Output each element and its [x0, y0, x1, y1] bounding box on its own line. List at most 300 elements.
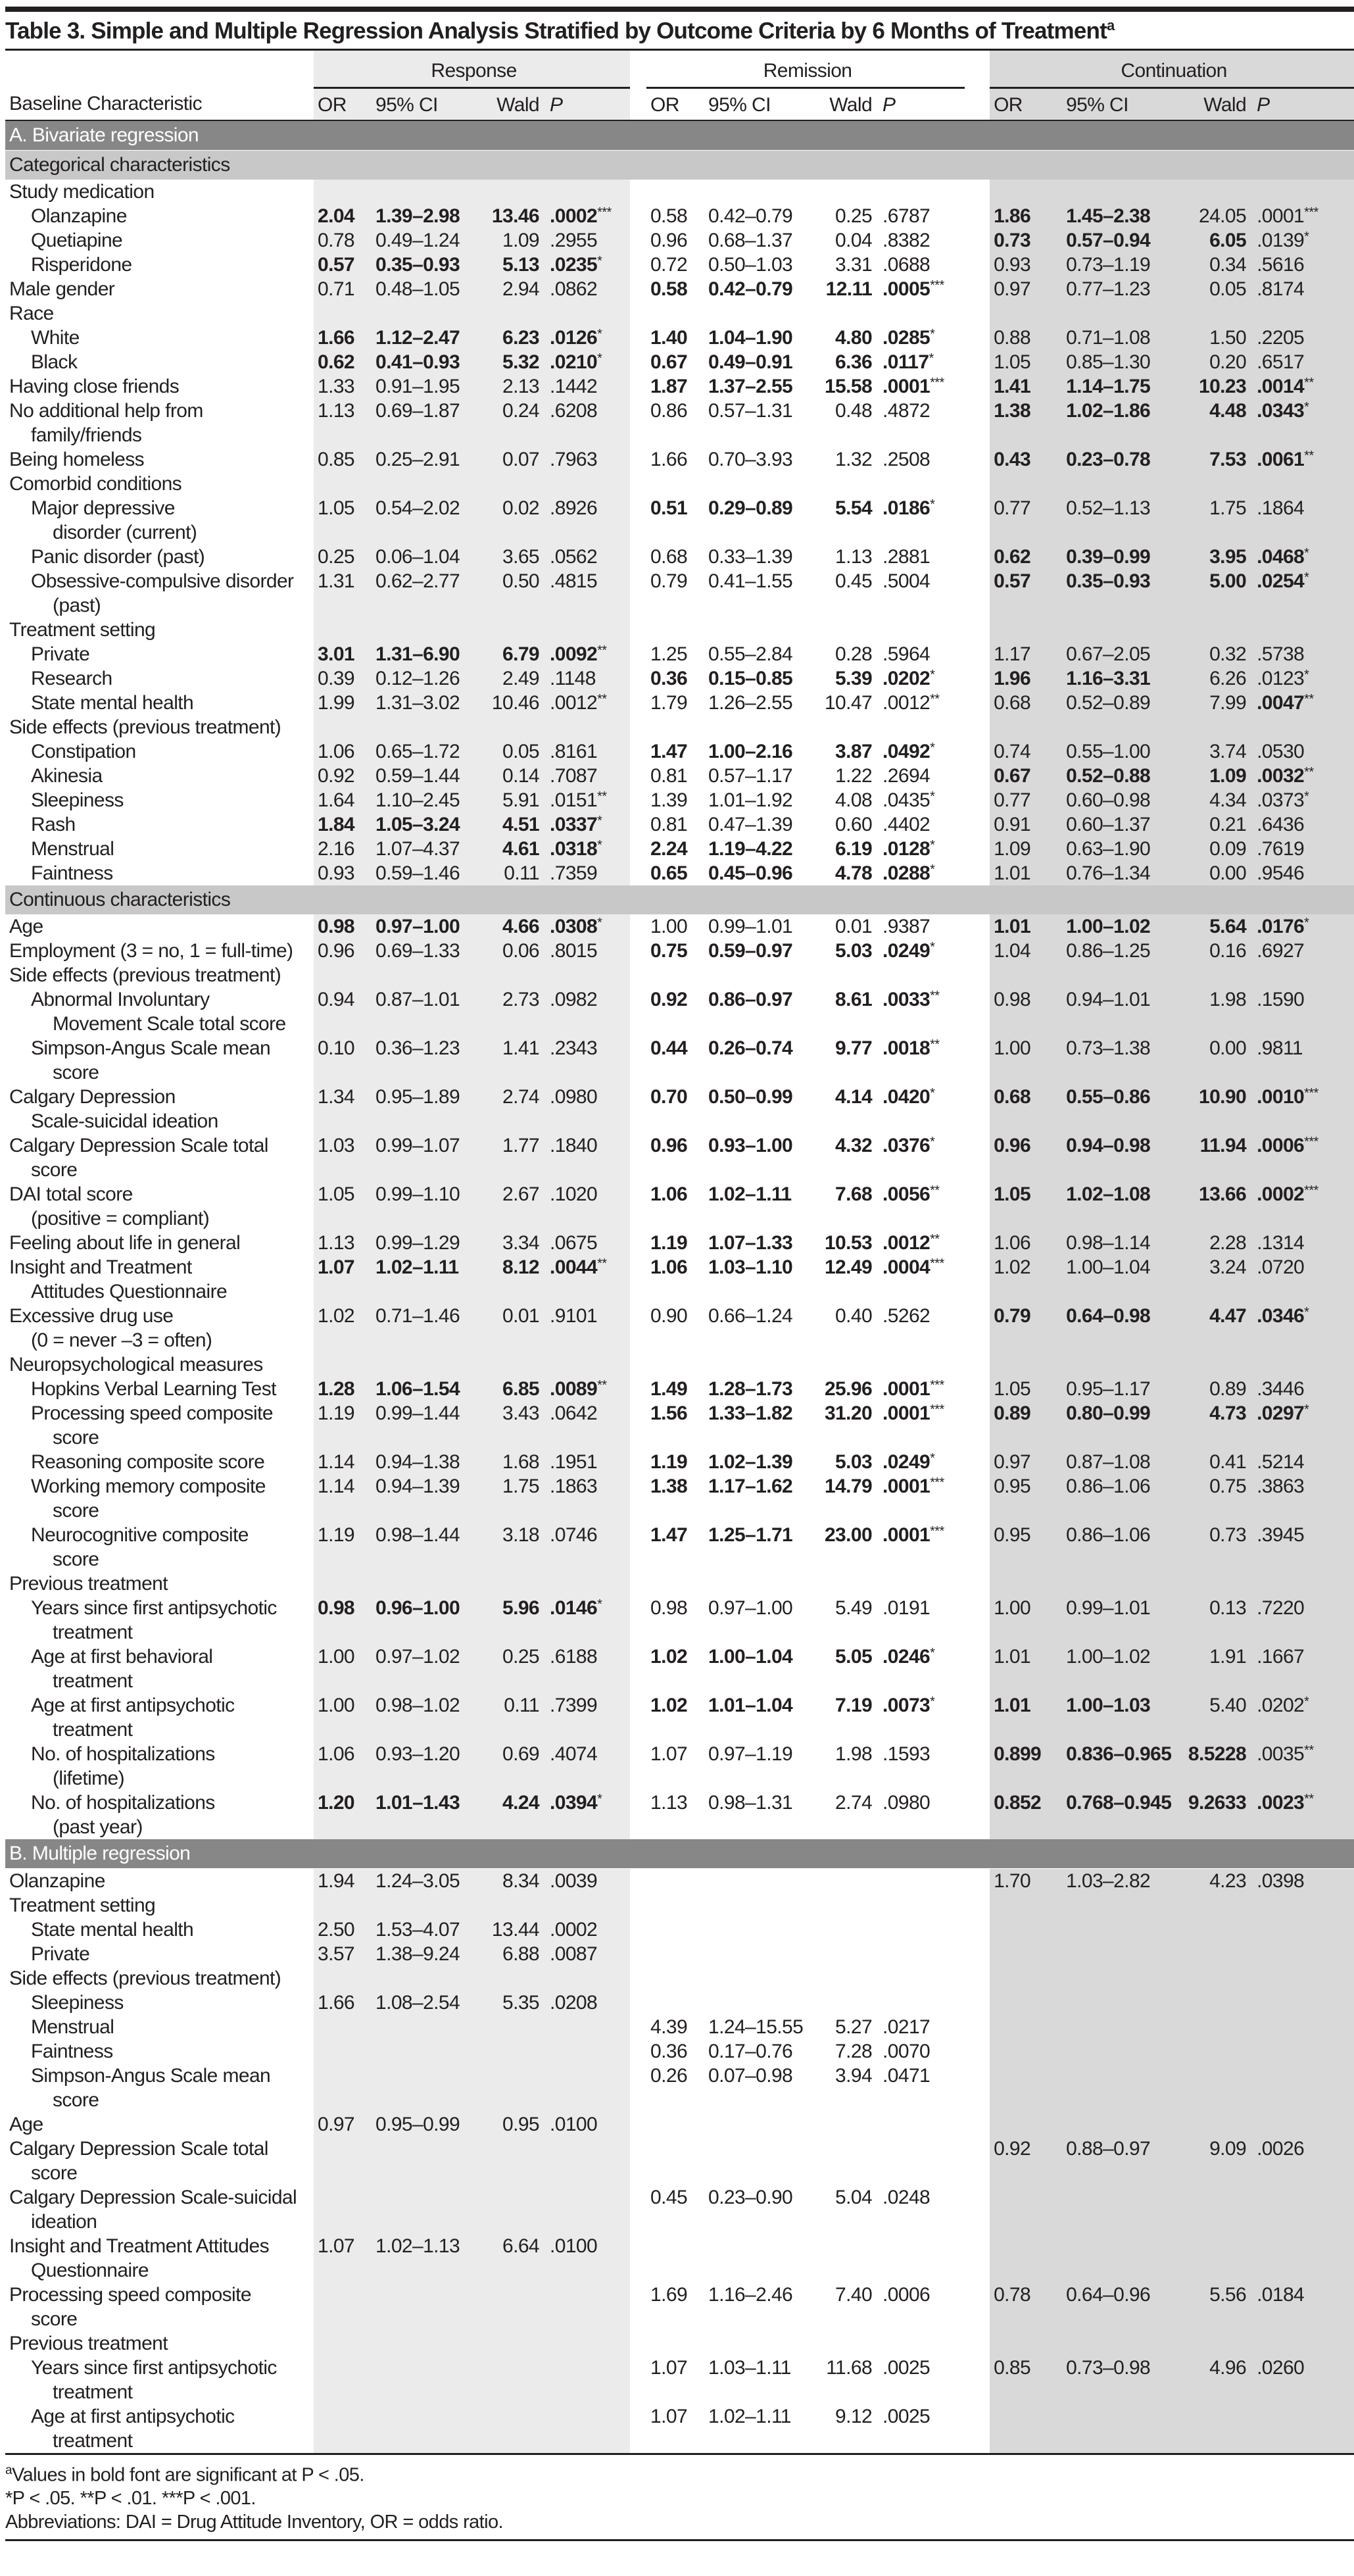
response-wald-value: 5.35: [502, 1991, 539, 2014]
continuation-p-cell: [1253, 1523, 1354, 1572]
response-p-cell: [546, 812, 630, 837]
remission-wald-cell: [816, 788, 879, 812]
response-or-cell: [314, 642, 372, 666]
continuation-ci-value: 1.00–1.04: [1066, 1256, 1151, 1278]
significance-stars: **: [597, 1377, 607, 1393]
response-p-cell: [546, 1645, 630, 1693]
response-ci-cell: [372, 1918, 483, 1942]
row-label: Private: [31, 1943, 90, 1965]
remission-or-value: 0.36: [650, 2040, 688, 2062]
response-ci-cell: [372, 1182, 483, 1231]
table-row: [5, 2404, 1354, 2453]
continuation-p-value: .7220: [1257, 1597, 1305, 1619]
remission-ci-cell: [704, 253, 816, 277]
significance-stars: *: [930, 1694, 935, 1709]
continuation-wald-cell: [1174, 350, 1253, 374]
remission-or-cell: [646, 2015, 704, 2039]
column-spacer: [965, 1133, 990, 1182]
row-label: Quetiapine: [31, 229, 123, 251]
response-ci-cell: [372, 2112, 483, 2137]
response-ci-value: 1.31–3.02: [375, 691, 460, 714]
remission-or-value: 1.07: [650, 1743, 688, 1765]
remission-wald-value: 4.32: [835, 1134, 873, 1156]
remission-wald-cell: [816, 2331, 879, 2356]
remission-ci-cell: [704, 2356, 816, 2404]
remission-p-cell: [879, 277, 965, 301]
response-ci-cell: [372, 301, 483, 326]
response-or-cell: [314, 277, 372, 301]
continuation-ci-value: 0.73–0.98: [1066, 2356, 1151, 2379]
continuation-p-cell: [1253, 2015, 1354, 2039]
remission-wald-cell: [816, 399, 879, 447]
response-p-cell: [546, 1231, 630, 1255]
remission-or-value: 1.79: [650, 691, 688, 714]
remission-p-cell: [879, 618, 965, 642]
response-or-cell: [314, 1966, 372, 1991]
row-label: Side effects (previous treatment): [9, 964, 281, 986]
remission-p-cell: [879, 2137, 965, 2185]
row-label: Age at first antipsychotic treatment: [31, 1694, 235, 1741]
continuation-wald-cell: [1174, 2039, 1253, 2064]
continuation-or-cell: [990, 1523, 1062, 1572]
table-row: [5, 399, 1354, 447]
significance-stars: *: [597, 1597, 602, 1612]
response-ci-cell: [372, 764, 483, 788]
continuation-ci-cell: [1062, 447, 1174, 472]
continuation-ci-value: 0.86–1.06: [1066, 1523, 1151, 1546]
remission-p-cell: [879, 228, 965, 253]
continuation-or-value: 0.96: [994, 1134, 1031, 1156]
remission-wald-value: 5.39: [835, 667, 873, 689]
row-label: Risperidone: [31, 253, 132, 276]
group-label-row: [5, 472, 1354, 496]
continuation-or-cell: [990, 1182, 1062, 1231]
response-wald-value: 1.09: [502, 229, 539, 251]
response-p-cell: [546, 2064, 630, 2112]
remission-ci-cell: [704, 1133, 816, 1182]
row-label: Constipation: [31, 740, 136, 762]
remission-ci-cell: [704, 739, 816, 764]
continuation-ci-value: 0.86–1.06: [1066, 1475, 1151, 1497]
significance-stars: ***: [930, 1402, 944, 1417]
remission-ci-value: 1.01–1.92: [708, 789, 793, 811]
response-p-cell: [546, 1572, 630, 1596]
response-p-cell: [546, 2039, 630, 2064]
continuation-ci-cell: [1062, 1401, 1174, 1450]
continuation-wald-cell: [1174, 301, 1253, 326]
column-spacer: [965, 963, 990, 987]
table-row: [5, 1942, 1354, 1966]
column-spacer: [630, 1742, 646, 1791]
response-or-cell: [314, 472, 372, 496]
remission-wald-value: 2.74: [835, 1791, 873, 1814]
row-label: No. of hospitalizations (past year): [31, 1791, 215, 1838]
response-ci-cell: [372, 228, 483, 253]
response-or-cell: [314, 2185, 372, 2234]
continuation-or-cell: [990, 1474, 1062, 1523]
continuation-p-cell: [1253, 1304, 1354, 1352]
column-spacer: [630, 87, 646, 120]
response-wald-value: 5.91: [502, 789, 539, 811]
continuation-p-value: .2205: [1257, 326, 1305, 349]
row-label: Research: [31, 667, 112, 689]
continuation-p-value: .0035: [1257, 1743, 1305, 1765]
continuation-p-cell: [1253, 2234, 1354, 2283]
response-wald-cell: [483, 1645, 546, 1693]
response-p-value: .0039: [550, 1870, 598, 1892]
remission-wald-cell: [816, 277, 879, 301]
remission-p-cell: [879, 1966, 965, 1991]
response-wald-cell: [483, 1742, 546, 1791]
response-or-value: 0.57: [318, 253, 354, 276]
top-rule: [5, 7, 1354, 12]
remission-ci-value: 0.41–1.55: [708, 570, 793, 592]
remission-ci-cell: [704, 642, 816, 666]
continuation-p-cell: [1253, 691, 1354, 715]
row-label: Menstrual: [31, 2016, 114, 2038]
continuation-ci-value: 0.94–0.98: [1066, 1134, 1151, 1156]
response-p-cell: [546, 618, 630, 642]
column-spacer: [965, 1182, 990, 1231]
continuation-ci-value: 0.60–1.37: [1066, 813, 1151, 835]
remission-p-cell: [879, 812, 965, 837]
column-header-remission-ci: 95% CI: [708, 93, 771, 116]
remission-p-value: .0117: [883, 351, 929, 373]
response-wald-cell: [483, 2404, 546, 2453]
continuation-wald-value: 1.50: [1209, 326, 1247, 349]
response-or-cell: [314, 301, 372, 326]
remission-or-cell: [646, 2234, 704, 2283]
response-ci-value: 1.10–2.45: [375, 789, 460, 811]
remission-wald-value: 7.40: [835, 2283, 873, 2306]
remission-wald-cell: [816, 1352, 879, 1377]
significance-stars: ***: [930, 1377, 944, 1393]
response-or-cell: [314, 2283, 372, 2331]
column-spacer: [630, 2356, 646, 2404]
column-spacer: [630, 837, 646, 861]
remission-wald-value: 10.53: [824, 1231, 873, 1254]
response-wald-value: 6.23: [502, 326, 539, 349]
response-ci-value: 0.48–1.05: [375, 278, 460, 300]
response-wald-value: 4.61: [502, 837, 539, 860]
remission-wald-cell: [816, 1255, 879, 1304]
continuation-p-cell: [1253, 545, 1354, 569]
response-or-value: 0.94: [318, 988, 354, 1010]
continuation-or-cell: [990, 1085, 1062, 1133]
response-wald-cell: [483, 326, 546, 350]
response-p-cell: [546, 1377, 630, 1401]
remission-ci-value: 1.25–1.71: [708, 1523, 793, 1546]
continuation-ci-value: 0.52–1.13: [1066, 497, 1151, 519]
continuation-p-cell: [1253, 1231, 1354, 1255]
remission-or-value: 0.81: [650, 813, 688, 835]
continuation-or-value: 0.95: [994, 1475, 1031, 1497]
column-spacer: [965, 1474, 990, 1523]
response-or-value: 1.20: [318, 1791, 354, 1814]
remission-p-cell: [879, 2064, 965, 2112]
continuation-p-value: .0398: [1257, 1870, 1305, 1892]
response-or-cell: [314, 861, 372, 885]
response-or-value: 1.13: [318, 1231, 354, 1254]
response-ci-cell: [372, 1036, 483, 1085]
column-spacer: [965, 1693, 990, 1742]
remission-or-value: 1.13: [650, 1791, 688, 1814]
response-wald-cell: [483, 350, 546, 374]
remission-or-value: 0.79: [650, 570, 688, 592]
response-wald-value: 13.44: [491, 1918, 539, 1941]
column-spacer: [630, 277, 646, 301]
continuation-wald-value: 4.34: [1209, 789, 1247, 811]
row-label: Processing speed composite score: [9, 2283, 251, 2330]
response-or-cell: [314, 963, 372, 987]
remission-ci-value: 0.55–2.84: [708, 643, 793, 665]
remission-p-value: .0186: [883, 497, 931, 519]
table-row: [5, 2283, 1354, 2331]
remission-p-cell: [879, 1255, 965, 1304]
column-spacer: [965, 2356, 990, 2404]
remission-or-cell: [646, 987, 704, 1036]
response-or-value: 2.16: [318, 837, 354, 860]
response-p-cell: [546, 1401, 630, 1450]
continuation-p-value: .0260: [1257, 2356, 1305, 2379]
response-or-cell: [314, 2331, 372, 2356]
continuation-wald-cell: [1174, 642, 1253, 666]
response-ci-value: 0.95–0.99: [375, 2113, 460, 2135]
remission-wald-cell: [816, 1401, 879, 1450]
table-row: [5, 666, 1354, 691]
response-p-cell: [546, 374, 630, 399]
continuation-p-cell: [1253, 204, 1354, 228]
response-p-value: .0002: [550, 1918, 598, 1941]
column-spacer: [630, 447, 646, 472]
continuation-wald-value: 8.5228: [1188, 1743, 1247, 1765]
continuation-wald-cell: [1174, 472, 1253, 496]
remission-or-value: 1.00: [650, 915, 688, 937]
continuation-p-cell: [1253, 2404, 1354, 2453]
response-p-value: .6188: [550, 1645, 598, 1668]
continuation-ci-cell: [1062, 1523, 1174, 1572]
continuation-wald-cell: [1174, 691, 1253, 715]
continuation-or-cell: [990, 861, 1062, 885]
continuation-or-cell: [990, 2331, 1062, 2356]
remission-wald-value: 0.01: [835, 915, 873, 937]
continuation-wald-value: 0.73: [1209, 1523, 1247, 1546]
continuation-ci-cell: [1062, 472, 1174, 496]
section-header-row: [5, 120, 1354, 151]
response-wald-value: 3.43: [502, 1402, 539, 1424]
response-wald-value: 0.14: [502, 764, 539, 787]
continuation-or-cell: [990, 253, 1062, 277]
column-header-response-wald: Wald: [483, 87, 546, 120]
remission-p-value: .5964: [883, 643, 931, 665]
continuation-wald-cell: [1174, 1942, 1253, 1966]
row-label: Being homeless: [9, 448, 145, 470]
row-label: Akinesia: [31, 764, 103, 787]
table-row: [5, 569, 1354, 618]
continuation-p-value: .6927: [1257, 939, 1305, 962]
response-p-cell: [546, 1693, 630, 1742]
row-label: Sleepiness: [31, 789, 124, 811]
response-p-cell: [546, 2185, 630, 2234]
remission-wald-value: 6.19: [835, 837, 873, 860]
table-row: [5, 1231, 1354, 1255]
response-or-value: 1.14: [318, 1450, 354, 1473]
response-or-cell: [314, 399, 372, 447]
response-p-cell: [546, 350, 630, 374]
response-or-cell: [314, 739, 372, 764]
remission-ci-value: 0.57–1.31: [708, 399, 793, 422]
group-header-continuation: Continuation: [990, 51, 1354, 88]
significance-stars: ***: [1304, 1085, 1318, 1101]
continuation-p-cell: [1253, 228, 1354, 253]
remission-p-value: .0217: [883, 2016, 931, 2038]
continuation-p-cell: [1253, 301, 1354, 326]
table-row: [5, 2185, 1354, 2234]
remission-wald-cell: [816, 1450, 879, 1474]
remission-p-cell: [879, 1893, 965, 1918]
continuation-wald-value: 7.53: [1209, 448, 1247, 470]
table-row: [5, 1304, 1354, 1352]
column-spacer: [630, 939, 646, 963]
remission-or-cell: [646, 1182, 704, 1231]
continuation-p-cell: [1253, 1450, 1354, 1474]
remission-p-cell: [879, 2356, 965, 2404]
response-ci-cell: [372, 253, 483, 277]
continuation-or-value: 1.04: [994, 939, 1031, 962]
remission-wald-cell: [816, 1645, 879, 1693]
remission-or-cell: [646, 1918, 704, 1942]
response-ci-value: 1.08–2.54: [375, 1991, 460, 2014]
remission-or-cell: [646, 2331, 704, 2356]
remission-ci-cell: [704, 1036, 816, 1085]
continuation-ci-cell: [1062, 2356, 1174, 2404]
remission-or-cell: [646, 1596, 704, 1645]
table-row: [5, 691, 1354, 715]
column-spacer: [965, 1450, 990, 1474]
response-wald-cell: [483, 1085, 546, 1133]
table-row: [5, 739, 1354, 764]
remission-p-value: .0128: [883, 837, 931, 860]
continuation-or-value: 1.00: [994, 1597, 1031, 1619]
remission-wald-value: 6.36: [835, 351, 873, 373]
response-or-value: 0.93: [318, 862, 354, 884]
continuation-p-cell: [1253, 2112, 1354, 2137]
continuation-wald-cell: [1174, 374, 1253, 399]
remission-wald-cell: [816, 2039, 879, 2064]
response-wald-value: 2.94: [502, 278, 539, 300]
continuation-p-value: .8174: [1257, 278, 1305, 300]
remission-ci-value: 0.26–0.74: [708, 1037, 793, 1059]
response-ci-value: 0.65–1.72: [375, 740, 460, 762]
column-spacer: [630, 1596, 646, 1645]
remission-ci-value: 1.03–1.10: [708, 1256, 793, 1278]
response-or-value: 0.25: [318, 545, 354, 568]
response-or-cell: [314, 180, 372, 204]
remission-ci-cell: [704, 1352, 816, 1377]
response-p-cell: [546, 691, 630, 715]
continuation-wald-cell: [1174, 253, 1253, 277]
remission-ci-cell: [704, 2404, 816, 2453]
response-p-cell: [546, 1352, 630, 1377]
remission-wald-cell: [816, 301, 879, 326]
response-ci-value: 0.97–1.00: [375, 915, 460, 937]
table-row: [5, 253, 1354, 277]
continuation-or-cell: [990, 1918, 1062, 1942]
continuation-p-cell: [1253, 374, 1354, 399]
response-ci-cell: [372, 569, 483, 618]
response-or-cell: [314, 1742, 372, 1791]
table-row: [5, 1036, 1354, 1085]
remission-wald-cell: [816, 1991, 879, 2015]
continuation-wald-cell: [1174, 1893, 1253, 1918]
remission-ci-value: 1.07–1.33: [708, 1231, 793, 1254]
column-spacer: [630, 1133, 646, 1182]
remission-ci-value: 0.47–1.39: [708, 813, 793, 835]
continuation-ci-value: 0.55–0.86: [1066, 1085, 1151, 1108]
continuation-ci-value: 1.00–1.02: [1066, 1645, 1151, 1668]
remission-or-cell: [646, 1036, 704, 1085]
continuation-p-value: .3945: [1257, 1523, 1305, 1546]
response-p-value: .0235: [550, 253, 598, 276]
column-spacer: [630, 228, 646, 253]
table-row: [5, 204, 1354, 228]
continuation-or-value: 1.00: [994, 1037, 1031, 1059]
column-spacer: [630, 496, 646, 545]
response-wald-value: 0.07: [502, 448, 539, 470]
significance-stars: *: [930, 1645, 935, 1660]
response-ci-cell: [372, 987, 483, 1036]
continuation-p-cell: [1253, 326, 1354, 350]
significance-stars: ***: [930, 1256, 944, 1271]
continuation-or-value: 1.09: [994, 837, 1031, 860]
remission-p-value: .9387: [883, 915, 931, 937]
significance-stars: *: [597, 813, 602, 828]
remission-wald-cell: [816, 2137, 879, 2185]
continuation-wald-value: 0.34: [1209, 253, 1247, 276]
response-or-value: 1.02: [318, 1304, 354, 1327]
response-or-value: 0.39: [318, 667, 354, 689]
remission-ci-value: 1.37–2.55: [708, 375, 793, 397]
row-label: Panic disorder (past): [31, 545, 205, 568]
continuation-ci-cell: [1062, 2331, 1174, 2356]
remission-wald-cell: [816, 472, 879, 496]
column-spacer: [965, 253, 990, 277]
response-or-cell: [314, 496, 372, 545]
remission-or-cell: [646, 1133, 704, 1182]
continuation-wald-cell: [1174, 1918, 1253, 1942]
column-spacer: [965, 1231, 990, 1255]
remission-ci-cell: [704, 277, 816, 301]
continuation-wald-value: 13.66: [1198, 1183, 1247, 1205]
continuation-or-cell: [990, 618, 1062, 642]
response-wald-value: 1.77: [502, 1134, 539, 1156]
table-row: [5, 2137, 1354, 2185]
remission-or-cell: [646, 1450, 704, 1474]
response-ci-cell: [372, 2039, 483, 2064]
response-or-value: 1.19: [318, 1402, 354, 1424]
response-p-cell: [546, 2283, 630, 2331]
remission-or-cell: [646, 326, 704, 350]
response-p-value: .7399: [550, 1694, 598, 1716]
remission-ci-value: 0.42–0.79: [708, 205, 793, 227]
remission-wald-cell: [816, 1572, 879, 1596]
response-wald-cell: [483, 1352, 546, 1377]
continuation-or-value: 1.38: [994, 399, 1031, 422]
row-label: Hopkins Verbal Learning Test: [31, 1377, 276, 1400]
continuation-or-cell: [990, 1991, 1062, 2015]
response-or-cell: [314, 374, 372, 399]
remission-or-value: 2.24: [650, 837, 688, 860]
